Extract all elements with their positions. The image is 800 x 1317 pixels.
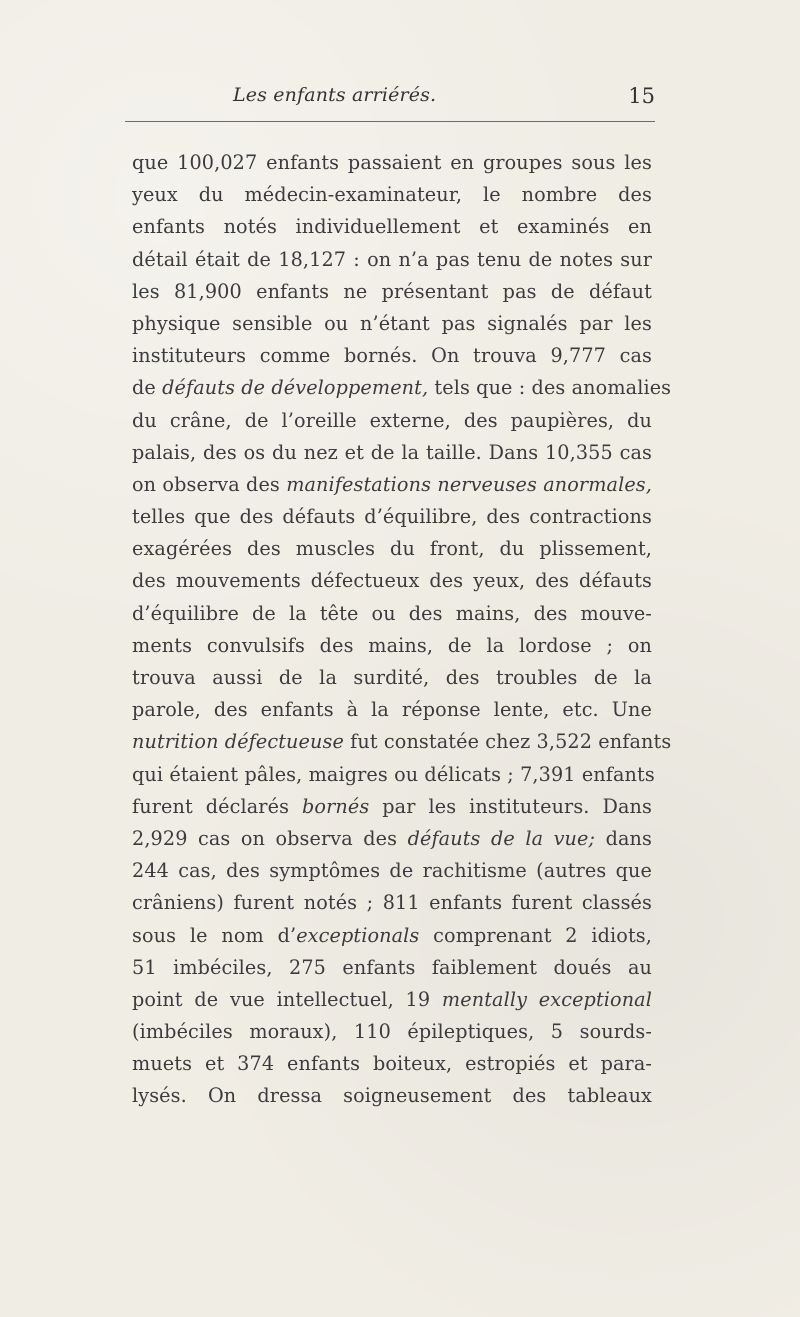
text-line-10: palais, des os du nez et de la taille. Dans 10,355 cas (132, 440, 652, 464)
text-line-28: (imbéciles moraux), 110 épileptiques, 5 sourds- (132, 1020, 652, 1044)
text-line-8: de défauts de développement, tels que : des anomalies (132, 376, 672, 400)
body-text (132, 147, 672, 1113)
text-line-11: on observa des manifestations nerveuses anormales, (132, 472, 652, 496)
text-line-13: exagérées des muscles du front, du plissement, (132, 537, 652, 561)
text-line-16: ments convulsifs des mains, de la lordose ; on (132, 633, 652, 657)
text-line-23: 244 cas, des symptômes de rachitisme (autres que (132, 859, 652, 883)
text-line-1: que 100,027 enfants passaient en groupes sous les (132, 151, 652, 174)
text-line-25: sous le nom d’exceptionals comprenant 2 idiots, (132, 923, 652, 947)
text-line-15: d’équilibre de la tête ou des mains, des mouve- (132, 601, 652, 625)
italic-phrase: défauts de développement, (162, 376, 429, 400)
text-line-17: trouva aussi de la surdité, des troubles de la (132, 666, 652, 689)
italic-phrase: manifestations nerveuses anormales, (286, 472, 652, 496)
italic-phrase: défauts de la vue; (407, 826, 596, 850)
text-line-20: qui étaient pâles, maigres ou délicats ; 7,391 enfants (132, 762, 655, 786)
text-line-14: des mouvements défectueux des yeux, des défauts (132, 569, 652, 593)
text-line-26: 51 imbéciles, 275 enfants faiblement doués au (132, 955, 652, 979)
text-line-21: furent déclarés bornés par les instituteurs. Dans (132, 794, 652, 818)
text-line-22: 2,929 cas on observa des défauts de la vue; dans (132, 826, 652, 850)
running-title: Les enfants arriérés. (233, 84, 437, 106)
text-line-27: point de vue intellectuel, 19 mentally exceptional (132, 987, 652, 1011)
text-line-12: telles que des défauts d’équilibre, des contractions (132, 505, 652, 529)
text-line-2: yeux du médecin-examinateur, le nombre des (132, 183, 652, 207)
italic-phrase: bornés (302, 794, 370, 818)
text-line-18: parole, des enfants à la réponse lente, etc. Une (132, 698, 652, 722)
text-line-6: physique sensible ou n’étant pas signalés par les (132, 311, 652, 335)
italic-phrase: exceptionals (296, 923, 420, 947)
page-number: 15 (628, 84, 655, 108)
text-line-30: lysés. On dressa soigneusement des tableaux (132, 1084, 652, 1108)
italic-phrase: nutrition défectueuse (132, 730, 344, 754)
text-line-5: les 81,900 enfants ne présentant pas de défaut (132, 279, 652, 303)
text-line-24: crâniens) furent notés ; 811 enfants furent classés (132, 891, 652, 915)
text-line-9: du crâne, de l’oreille externe, des paupières, du (132, 408, 652, 432)
text-line-4: détail était de 18,127 : on n’a pas tenu de notes sur (132, 247, 652, 271)
text-line-3: enfants notés individuellement et examinés en (132, 215, 652, 239)
text-line-19: nutrition défectueuse fut constatée chez 3,522 enfants (132, 730, 672, 754)
text-line-7: instituteurs comme bornés. On trouva 9,777 cas (132, 344, 652, 368)
text-line-29: muets et 374 enfants boiteux, estropiés et para- (132, 1052, 652, 1076)
header-rule (125, 121, 655, 122)
italic-phrase: mentally exceptional (441, 987, 652, 1011)
page-header (125, 84, 655, 124)
